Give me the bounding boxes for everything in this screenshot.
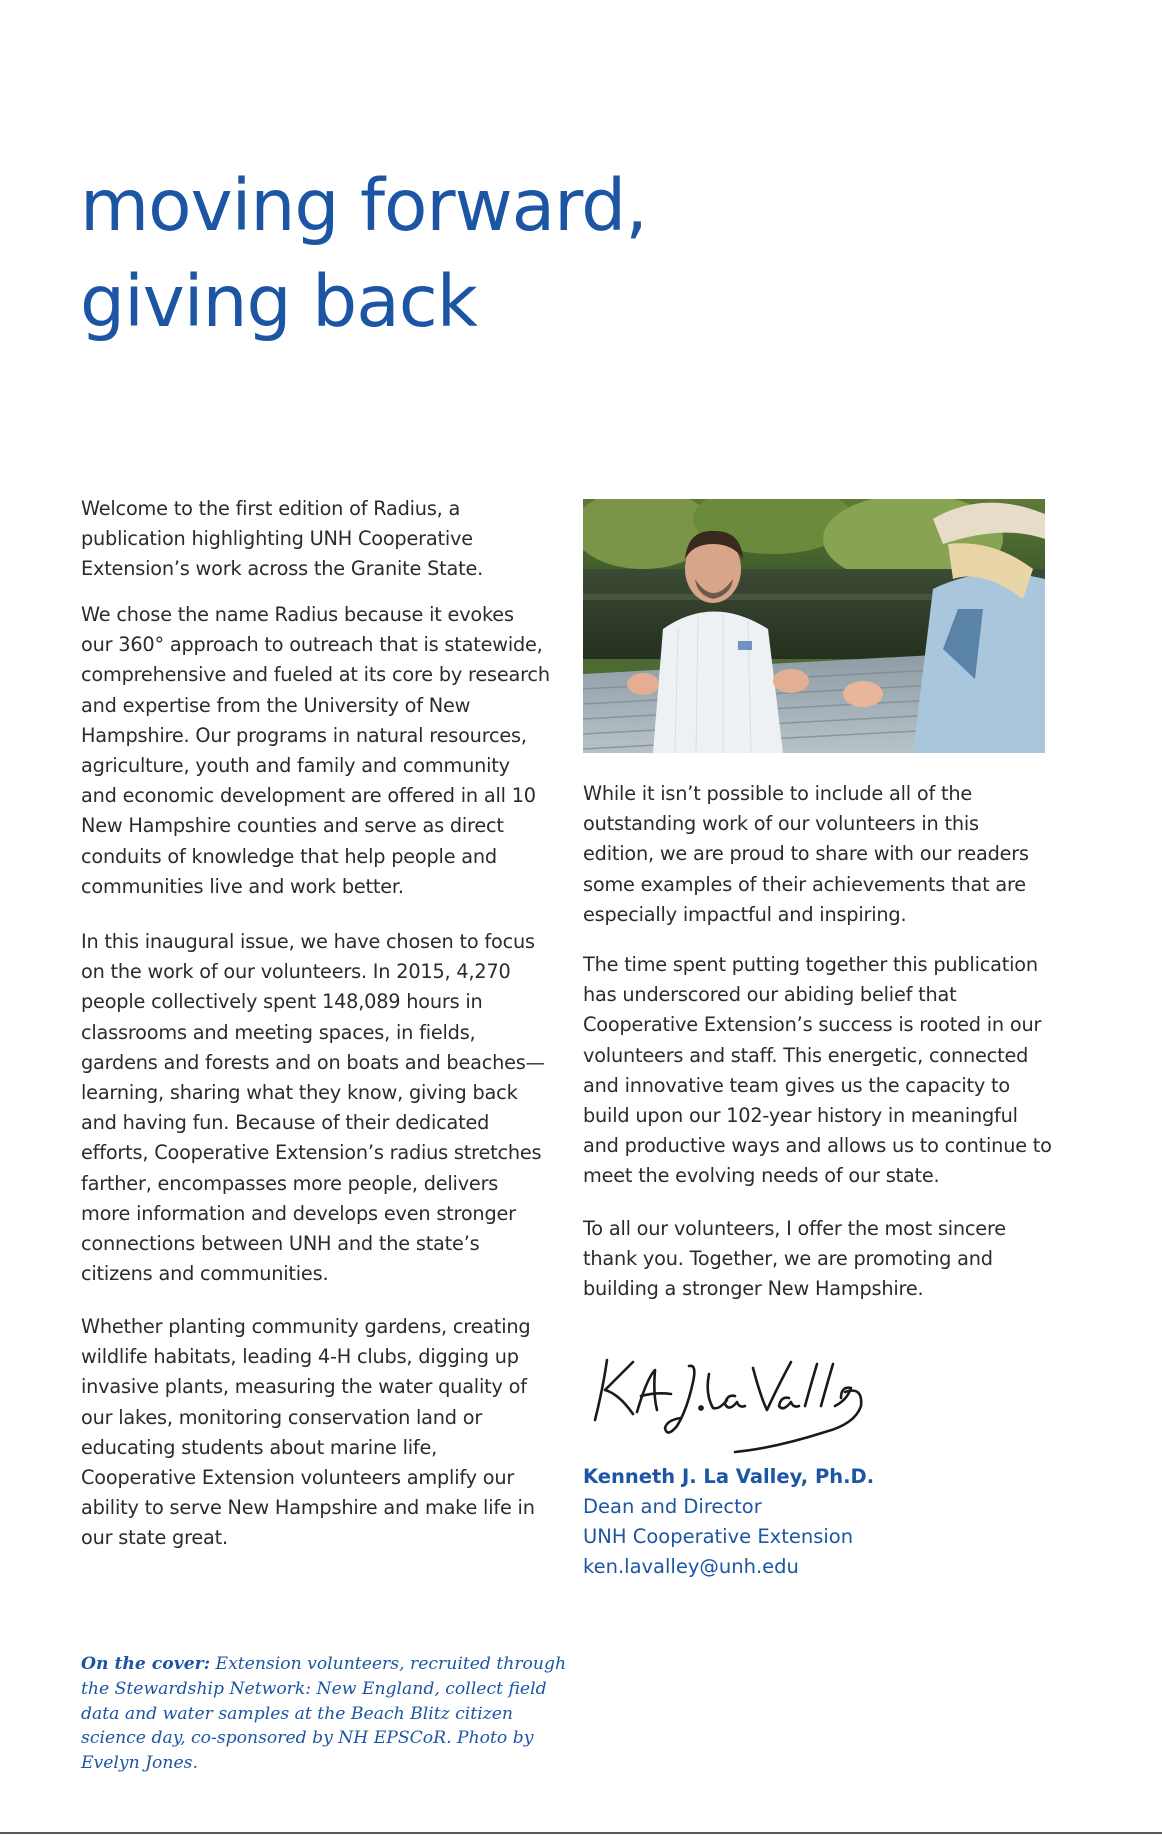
- signer-name: Kenneth J. La Valley, Ph.D.: [583, 1465, 875, 1488]
- signer-email[interactable]: ken.lavalley@unh.edu: [583, 1555, 799, 1578]
- caption-lead: On the cover:: [81, 1654, 211, 1674]
- title-line-2: giving back: [80, 260, 477, 343]
- left-paragraph-4: Whether planting community gardens, creating wildlife habitats, leading 4-H clubs, digging up invasive plants, measuring the water quality of our lakes, monitoring conservation land or educating students about marine life, Cooperative Extension volunteers amplify our ability to serve New Hampshire and make life in our state great.: [81, 1315, 535, 1550]
- caption-text: Extension volunteers, recruited through the Stewardship Network: New England, collect field data and water samples at the Beach Blitz citizen science day, co-sponsored by NH EPSCoR. Photo by Evelyn Jones.: [81, 1654, 567, 1774]
- handwritten-signature: [585, 1348, 865, 1458]
- right-paragraph-2: The time spent putting together this publication has underscored our abiding belief that Cooperative Extension’s success is rooted in our volunteers and staff. This energetic, connected and innovative team gives us the capacity to build upon our 102-year history in meaningful and productive ways and allows us to continue to meet the evolving needs of our state.: [583, 953, 1052, 1188]
- left-paragraph-2: We chose the name Radius because it evokes our 360° approach to outreach that is statewide, comprehensive and fueled at its core by research and expertise from the University of New Hampshire. Our programs in natural resources, agriculture, youth and family and community and economic development are offered in all 10 New Hampshire counties and serve as direct conduits of knowledge that help people and communities live and work better.: [81, 603, 550, 898]
- left-paragraph-1: Welcome to the first edition of Radius, a publication highlighting UNH Cooperative Extension’s work across the Granite State.: [81, 497, 484, 581]
- page-title: [80, 158, 647, 350]
- bottom-divider: [0, 1832, 1162, 1834]
- signature-block: [583, 1462, 874, 1582]
- left-paragraph-3: In this inaugural issue, we have chosen to focus on the work of our volunteers. In 2015, 4,270 people collectively spent 148,089 hours in classrooms and meeting spaces, in fields, gardens and forests and on boats and beaches—learning, sharing what they know, giving back and having fun. Because of their dedicated efforts, Cooperative Extension’s radius stretches farther, encompasses more people, delivers more information and develops even stronger connections between UNH and the state’s citizens and communities.: [81, 930, 545, 1286]
- signer-role: Dean and Director: [583, 1495, 762, 1518]
- right-paragraph-3: To all our volunteers, I offer the most sincere thank you. Together, we are promoting and building a stronger New Hampshire.: [583, 1217, 1006, 1301]
- title-line-1: moving forward,: [80, 164, 647, 247]
- right-paragraph-1: While it isn’t possible to include all of the outstanding work of our volunteers in this edition, we are proud to share with our readers some examples of their achievements that are especially impactful and inspiring.: [583, 782, 1029, 926]
- signer-organization: UNH Cooperative Extension: [583, 1525, 854, 1548]
- director-photo: [583, 499, 1045, 753]
- cover-caption: [81, 1652, 571, 1776]
